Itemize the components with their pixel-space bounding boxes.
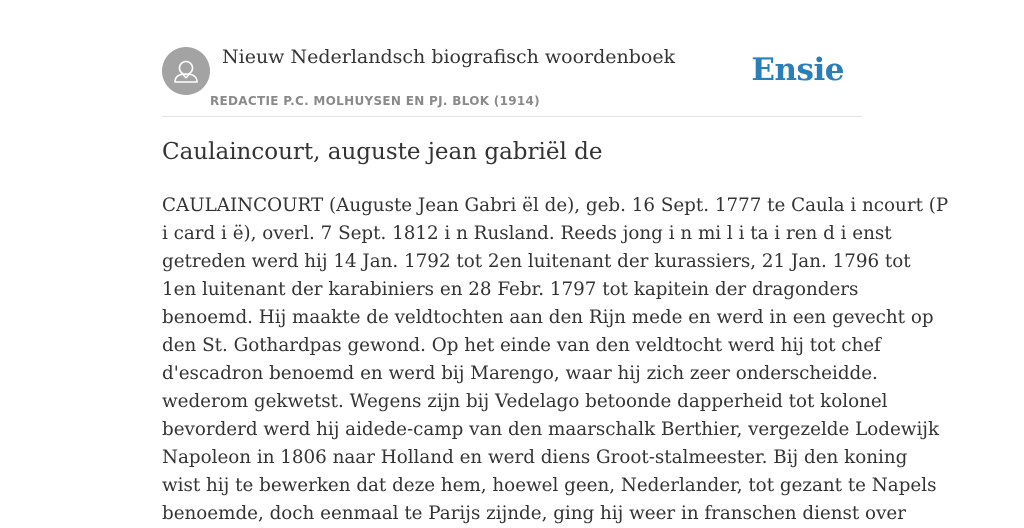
body-line: wederom gekwetst. Wegens zijn bij Vedelago betoonde dapperheid tot kolonel xyxy=(162,391,888,412)
header xyxy=(162,44,862,117)
body-line: benoemd. Hij maakte de veldtochten aan den Rijn mede en werd in een gevecht op xyxy=(162,307,934,328)
body-line: d'escadron benoemd en werd bij Marengo, waar hij zich zeer onderscheidde. xyxy=(162,363,878,384)
body-line: CAULAINCOURT (Auguste Jean Gabri ël de), geb. 16 Sept. 1777 te Caula i ncourt (P xyxy=(162,195,949,216)
body-line: getreden werd hij 14 Jan. 1792 tot 2en luitenant der kurassiers, 21 Jan. 1796 tot xyxy=(162,251,911,272)
body-line: Napoleon in 1806 naar Holland en werd diens Groot-stalmeester. Bij den koning xyxy=(162,447,908,468)
body-line: i card i ë), overl. 7 Sept. 1812 i n Rusland. Reeds jong i n mi l i ta i ren d i enst xyxy=(162,223,892,244)
body-line: wist hij te bewerken dat deze hem, hoewel geen, Nederlander, tot gezant te Napels xyxy=(162,475,937,496)
user-icon xyxy=(162,47,210,95)
editors-credit: REDACTIE P.C. MOLHUYSEN EN PJ. BLOK (1914) xyxy=(210,94,540,108)
body-line: den St. Gothardpas gewond. Op het einde van den veldtocht werd hij tot chef xyxy=(162,335,881,356)
avatar xyxy=(162,47,210,95)
article-title: Caulaincourt, auguste jean gabriël de xyxy=(162,139,603,165)
body-line: benoemde, doch eenmaal te Parijs zijnde, ging hij weer in franschen dienst over xyxy=(162,503,906,524)
body-line: 1en luitenant der karabiniers en 28 Febr. 1797 tot kapitein der dragonders xyxy=(162,279,859,300)
book-title[interactable]: Nieuw Nederlandsch biografisch woordenboek xyxy=(222,46,676,68)
article-body xyxy=(162,192,949,528)
body-line: bevorderd werd hij aidede-camp van den maarschalk Berthier, vergezelde Lodewijk xyxy=(162,419,940,440)
ensie-logo[interactable]: Ensie xyxy=(751,52,844,88)
